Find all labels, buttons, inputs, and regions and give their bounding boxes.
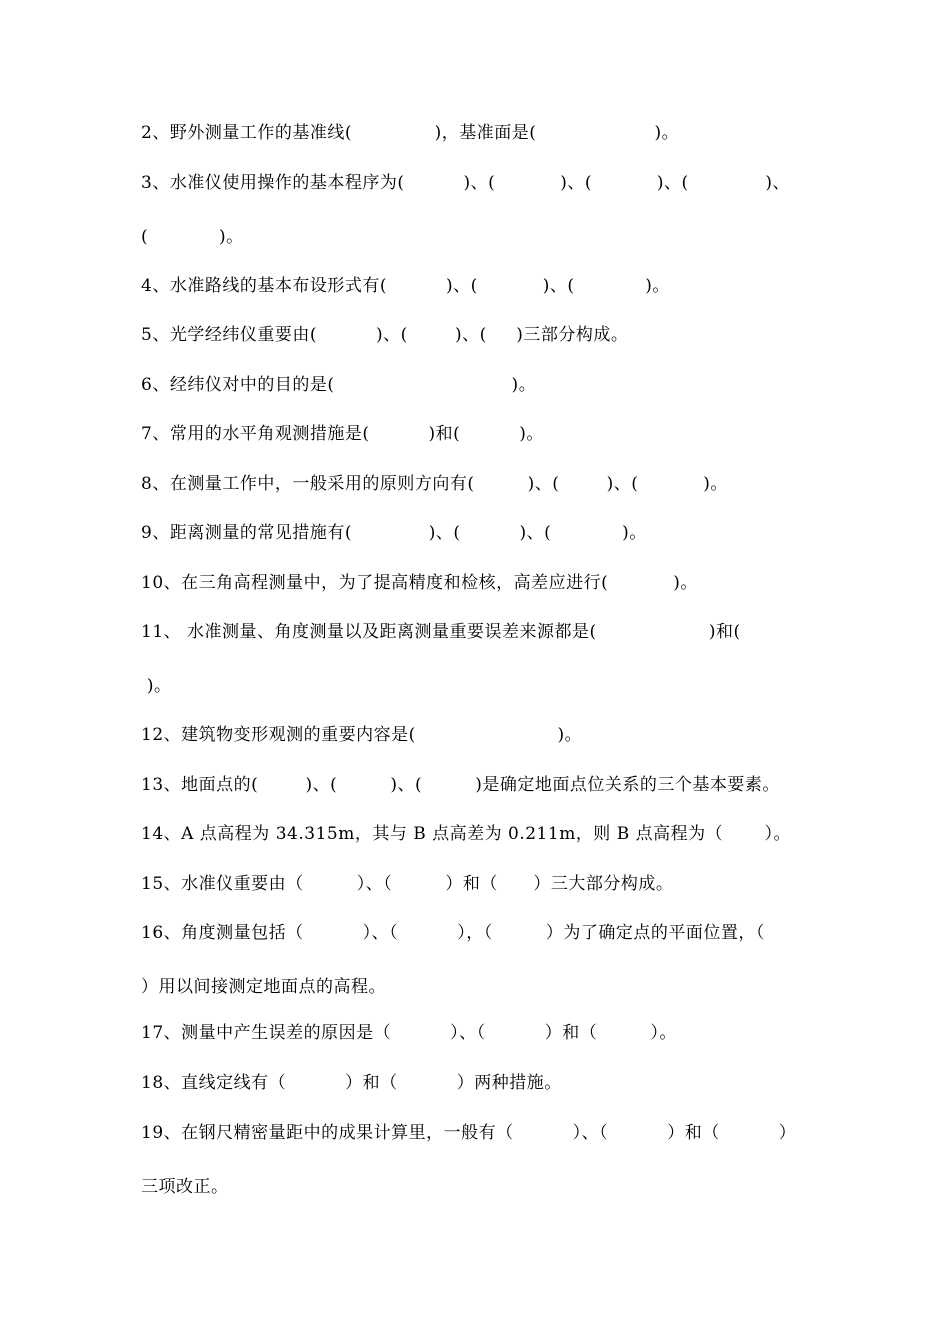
question-13: 13、地面点的( )、( )、( )是确定地面点位关系的三个基本要素。 — [141, 775, 780, 795]
question-9: 9、距离测量的常见措施有( )、( )、( )。 — [141, 523, 647, 543]
question-12: 12、建筑物变形观测的重要内容是( )。 — [141, 725, 583, 745]
question-10: 10、在三角高程测量中，为了提高精度和检核，高差应进行( )。 — [141, 573, 698, 593]
question-2: 2、野外测量工作的基准线( )，基准面是( )。 — [141, 123, 680, 143]
question-3: 3、水准仪使用操作的基本程序为( )、( )、( )、( )、 — [141, 173, 791, 193]
question-6: 6、经纬仪对中的目的是( )。 — [141, 375, 537, 395]
question-15: 15、水准仪重要由（ ）、（ ）和（ ）三大部分构成。 — [141, 874, 674, 894]
question-5: 5、光学经纬仪重要由( )、( )、( )三部分构成。 — [141, 325, 629, 345]
question-3-continued: ( )。 — [141, 227, 244, 247]
question-18: 18、直线定线有（ ）和（ ）两种措施。 — [141, 1073, 562, 1093]
question-16-continued: ）用以间接测定地面点的高程。 — [141, 977, 386, 997]
question-14: 14、A 点高程为 34.315m，其与 B 点高差为 0.211m，则 B 点高程为（ ）。 — [141, 824, 791, 844]
question-11: 11、 水准测量、角度测量以及距离测量重要误差来源都是( )和( — [141, 622, 741, 642]
question-11-continued: )。 — [141, 676, 172, 696]
question-19-continued: 三项改正。 — [141, 1177, 229, 1197]
question-8: 8、在测量工作中，一般采用的原则方向有( )、( )、( )。 — [141, 474, 728, 494]
question-7: 7、常用的水平角观测措施是( )和( )。 — [141, 424, 544, 444]
question-19: 19、在钢尺精密量距中的成果计算里，一般有（ ）、（ ）和（ ） — [141, 1123, 797, 1143]
question-4: 4、水准路线的基本布设形式有( )、( )、( )。 — [141, 276, 670, 296]
question-16: 16、角度测量包括（ ）、（ ），（ ）为了确定点的平面位置，（ — [141, 923, 765, 943]
question-17: 17、测量中产生误差的原因是（ ）、（ ）和（ ）。 — [141, 1023, 677, 1043]
